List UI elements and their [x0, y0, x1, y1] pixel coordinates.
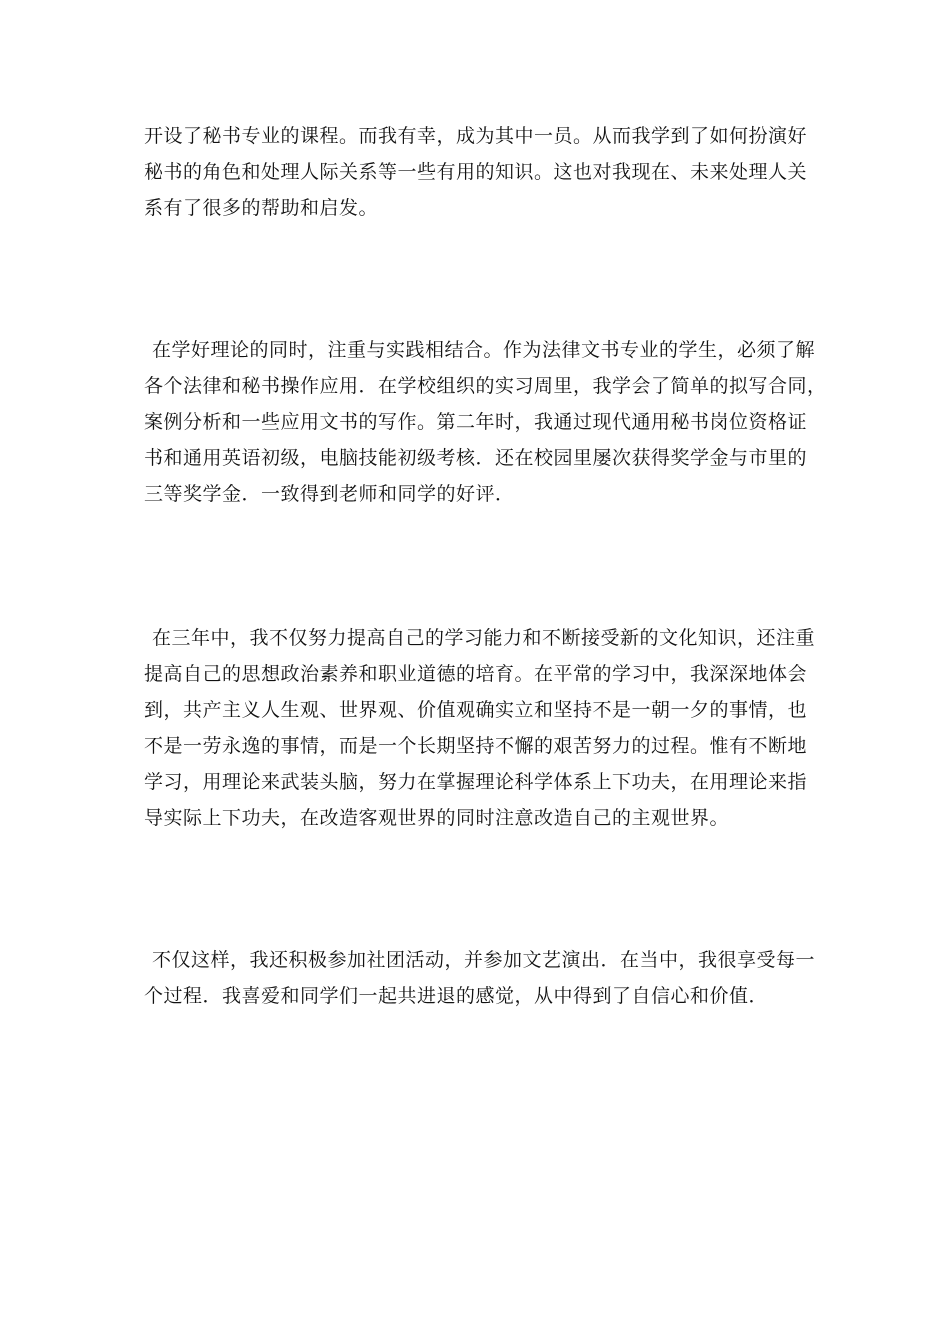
paragraph-line: 案例分析和一些应用文书的写作。第二年时，我通过现代通用秘书岗位资格证	[144, 411, 808, 433]
paragraph-line: 秘书的角色和处理人际关系等一些有用的知识。这也对我现在、未来处理人关	[144, 161, 808, 183]
paragraph-line: 个过程．我喜爱和同学们一起共进退的感觉，从中得到了自信心和价值．	[144, 985, 769, 1007]
paragraph-1	[144, 118, 806, 226]
paragraph-line: 在学好理论的同时，注重与实践相结合。作为法律文书专业的学生，必须了解	[152, 339, 816, 361]
paragraph-4	[144, 942, 816, 1014]
paragraph-line: 学习，用理论来武装头脑，努力在掌握理论科学体系上下功夫，在用理论来指	[144, 771, 808, 793]
paragraph-line: 各个法律和秘书操作应用．在学校组织的实习周里，我学会了简单的拟写合同，	[144, 375, 827, 397]
paragraph-line: 书和通用英语初级，电脑技能初级考核．还在校园里屡次获得奖学金与市里的	[144, 447, 808, 469]
paragraph-line: 不是一劳永逸的事情，而是一个长期坚持不懈的艰苦努力的过程。惟有不断地	[144, 735, 808, 757]
paragraph-line: 在三年中，我不仅努力提高自己的学习能力和不断接受新的文化知识，还注重	[152, 627, 816, 649]
paragraph-line: 开设了秘书专业的课程。而我有幸，成为其中一员。从而我学到了如何扮演好	[144, 125, 808, 147]
paragraph-line: 三等奖学金．一致得到老师和同学的好评．	[144, 483, 515, 505]
paragraph-line: 导实际上下功夫，在改造客观世界的同时注意改造自己的主观世界。	[144, 807, 730, 829]
paragraph-line: 到，共产主义人生观、世界观、价值观确实立和坚持不是一朝一夕的事情，也	[144, 699, 808, 721]
paragraph-line: 提高自己的思想政治素养和职业道德的培育。在平常的学习中，我深深地体会	[144, 663, 808, 685]
paragraph-line: 不仅这样，我还积极参加社团活动，并参加文艺演出．在当中，我很享受每一	[152, 949, 816, 971]
paragraph-line: 系有了很多的帮助和启发。	[144, 197, 379, 219]
paragraph-2	[144, 332, 827, 512]
paragraph-3	[144, 620, 816, 836]
